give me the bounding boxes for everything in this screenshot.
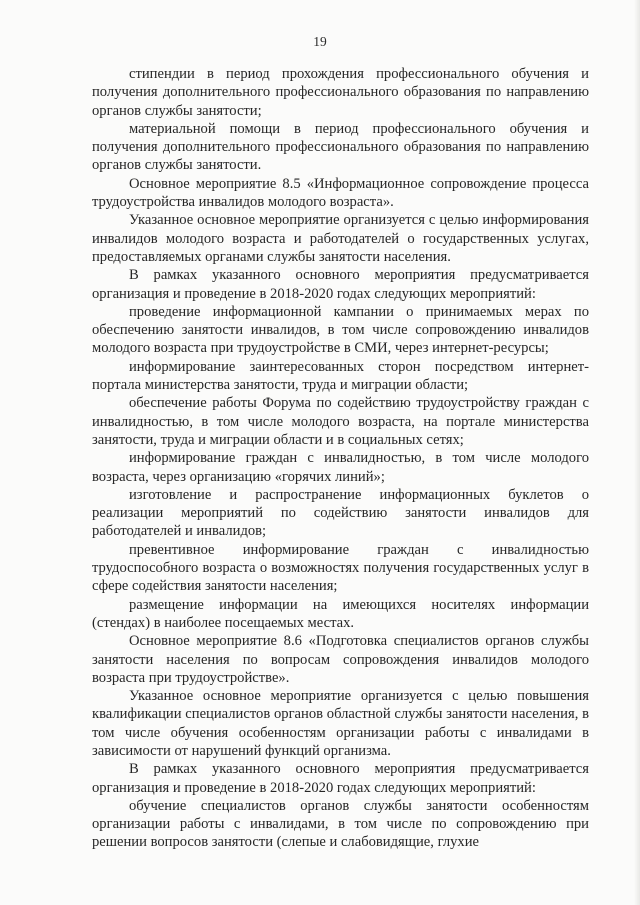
paragraph: проведение информационной кампании о принимаемых мерах по обеспечению занятости инвалидов, в том числе сопровождению инвалидов молодого возраста при трудоустройстве в СМИ, через интернет-ресурсы; [92,303,589,357]
paragraph: Основное мероприятие 8.5 «Информационное сопровождение процесса трудоустройства инвалидов молодого возраста». [92,175,589,211]
page-number: 19 [313,34,327,49]
paragraph: информирование граждан с инвалидностью, в том числе молодого возраста, через организацию «горячих линий»; [92,450,589,485]
paragraph: изготовление и распространение информационных буклетов о реализации мероприятий по содействию занятости инвалидов для работодателей и инвалидов; [92,486,589,540]
paragraph: стипендии в период прохождения профессионального обучения и получения дополнительного профессионального образования по направлению органов службы занятости; [92,66,589,119]
paragraph: материальной помощи в период профессионального обучения и получения дополнительного профессионального образования по направлению органов службы занятости. [92,120,589,174]
paragraph: Основное мероприятие 8.6 «Подготовка специалистов органов службы занятости населения по вопросам сопровождения инвалидов молодого возраста при трудоустройстве». [92,633,589,686]
body-text [92,65,589,852]
paragraph: размещение информации на имеющихся носителях информации (стендах) в наиболее посещаемых местах. [92,596,589,631]
paragraph: В рамках указанного основного мероприятия предусматривается организация и проведение в 2018-2020 годах следующих мероприятий: [92,267,589,302]
paragraph: Указанное основное мероприятие организуется с целью повышения квалификации специалистов органов областной службы занятости населения, в том числе обучения особенностям организации работы с инвалидами в зависимости от нарушений функций организма. [92,688,589,759]
paragraph: информирование заинтересованных сторон посредством интернет-портала министерства занятости, труда и миграции области; [92,358,589,394]
paragraph: превентивное информирование граждан с инвалидностью трудоспособного возраста о возможностях получения государственных услуг в сфере содействия занятости населения; [92,541,589,595]
paragraph: обучение специалистов органов службы занятости особенностям организации работы с инвалидами, в том числе по сопровождению при решении вопросов занятости (слепые и слабовидящие, глухие [92,797,589,851]
paragraph: обеспечение работы Форума по содействию трудоустройству граждан с инвалидностью, в том числе молодого возраста, на портале министерства занятости, труда и миграции области и в социальных сетях; [92,395,589,448]
page-edge [634,0,640,905]
paragraph: В рамках указанного основного мероприятия предусматривается организация и проведение в 2018-2020 годах следующих мероприятий: [92,761,589,796]
paragraph: Указанное основное мероприятие организуется с целью информирования инвалидов молодого возраста и работодателей о государственных услугах, предоставляемых органами службы занятости населения. [92,212,589,265]
